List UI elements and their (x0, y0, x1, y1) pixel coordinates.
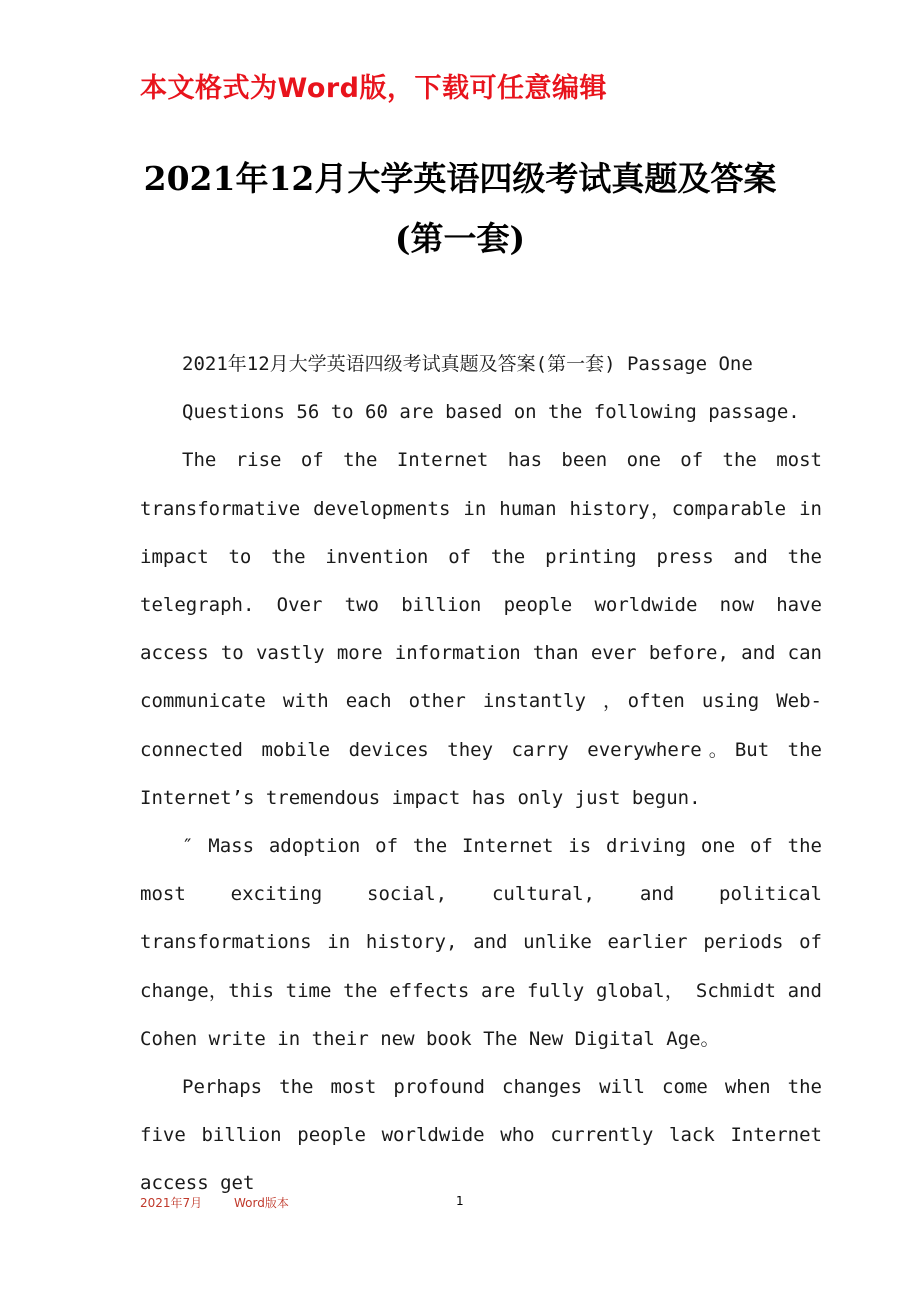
paragraph-intro: 2021年12月大学英语四级考试真题及答案(第一套) Passage One (182, 353, 753, 375)
footer-date: 2021年7月 (140, 1196, 203, 1210)
document-title-line-2: (第一套) (394, 219, 526, 258)
paragraph-questions: Questions 56 to 60 are based on the following passage. (182, 401, 800, 424)
footer-version: Word版本 (234, 1196, 289, 1210)
document-title-line-1: 2021年12月大学英语四级考试真题及答案 (143, 159, 777, 198)
paragraph-passage-1: The rise of the Internet has been one of the most transformative developments in human history，comparable in impact to the invention of the printing press and the telegraph. Over two billion people worldwide now have access to vastly more information than ever before, and can communicate with each other instantly ，often using Web-connected mobile devices they carry everywhere。But the Internet’s tremendous impact has only just begun. (140, 449, 822, 809)
document-body (140, 340, 822, 1208)
paragraph-passage-2: ″ Mass adoption of the Internet is driving one of the most exciting social, cultural, and political transformations in history, and unlike earlier periods of change，this time the effects are fully global， Schmidt and Cohen write in their new book The New Digital Age。 (140, 835, 822, 1050)
word-format-banner: 本文格式为Word版，下载可任意编辑 (140, 73, 608, 104)
paragraph-passage-3: Perhaps the most profound changes will come when the five billion people worldwide who currently lack Internet access get (140, 1076, 822, 1195)
footer-page-number: 1 (456, 1194, 464, 1208)
